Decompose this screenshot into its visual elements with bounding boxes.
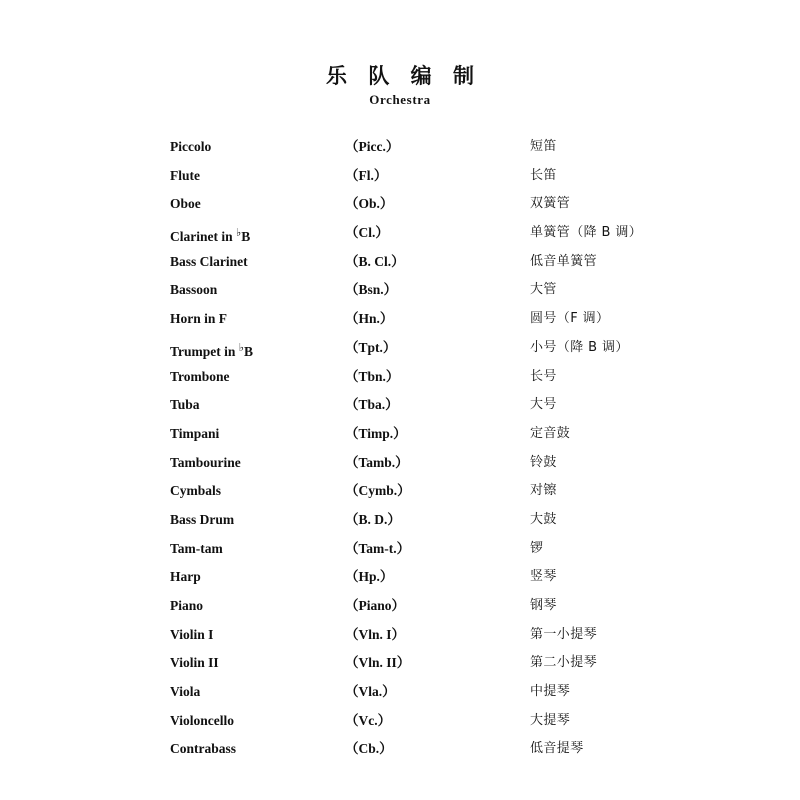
instrument-name-chinese: 铃鼓 — [530, 454, 557, 470]
instrument-abbreviation: （Hp.） — [345, 569, 394, 585]
instrument-name: Violin II — [170, 655, 219, 671]
instrument-name: Piano — [170, 598, 204, 613]
instrument-name: Bass Clarinet — [170, 253, 248, 269]
instrument-list — [0, 138, 800, 769]
instrument-row — [0, 511, 800, 540]
instrument-name-chinese: 大提琴 — [530, 712, 571, 728]
instrument-name-chinese: 长号 — [530, 368, 557, 384]
instrument-abbreviation: （Bsn.） — [345, 282, 398, 298]
instrument-row — [0, 281, 800, 310]
instrument-abbreviation: （Cymb.） — [345, 483, 411, 499]
instrument-abbreviation: （Vln. I） — [345, 626, 406, 642]
page-title-english: Orchestra — [369, 92, 431, 108]
instrument-row — [0, 224, 800, 253]
instrument-name-chinese: 对镲 — [530, 483, 557, 499]
instrument-key-letter: B — [241, 229, 251, 245]
instrument-row — [0, 712, 800, 741]
instrument-abbreviation: （Picc.） — [345, 139, 400, 154]
instrument-row — [0, 482, 800, 511]
instrument-abbreviation: （Tamb.） — [345, 454, 409, 470]
instrument-abbreviation: （Cb.） — [345, 741, 393, 757]
instrument-name: Harp — [170, 569, 201, 585]
instrument-abbreviation: （Vln. II） — [345, 655, 411, 671]
instrument-name-chinese: 小号（降 B 调） — [530, 339, 629, 355]
instrument-name-chinese: 低音单簧管 — [530, 253, 598, 269]
instrument-row — [0, 396, 800, 425]
instrument-name-chinese: 第一小提琴 — [530, 626, 598, 642]
document-title-block — [0, 64, 800, 108]
instrument-abbreviation: （Timp.） — [345, 425, 407, 441]
instrument-name: Violin I — [170, 626, 214, 642]
instrument-name-chinese: 中提琴 — [530, 684, 571, 700]
flat-sign-icon: ♭ — [236, 227, 242, 240]
instrument-name-chinese: 双簧管 — [530, 196, 571, 212]
instrument-abbreviation: （Ob.） — [345, 196, 394, 212]
instrument-name: Cymbals — [170, 483, 222, 499]
instrument-row — [0, 654, 800, 683]
instrument-abbreviation: （Piano） — [345, 598, 406, 613]
instrument-name-chinese: 圆号（F 调） — [530, 311, 610, 327]
instrument-name-chinese: 钢琴 — [530, 598, 557, 613]
instrument-row — [0, 540, 800, 569]
instrument-name: Contrabass — [170, 741, 237, 757]
instrument-abbreviation: （B. Cl.） — [345, 253, 405, 269]
instrument-row — [0, 597, 800, 626]
instrument-name: Bassoon — [170, 282, 218, 298]
instrument-name: Flute — [170, 167, 200, 183]
instrument-row — [0, 167, 800, 196]
instrument-key-letter: B — [243, 343, 253, 359]
instrument-name: Violoncello — [170, 712, 234, 728]
instrument-name-chinese: 低音提琴 — [530, 741, 584, 757]
instrument-name: Tam-tam — [170, 540, 223, 556]
instrument-name — [170, 224, 250, 246]
instrument-row — [0, 253, 800, 282]
instrument-name-text: Trumpet in — [170, 343, 239, 359]
instrument-abbreviation: （Fl.） — [345, 167, 388, 183]
instrument-abbreviation: （Tpt.） — [345, 339, 397, 355]
instrument-name: Timpani — [170, 425, 220, 441]
instrument-row — [0, 368, 800, 397]
instrument-name-chinese: 第二小提琴 — [530, 655, 598, 671]
instrument-name: Piccolo — [170, 139, 212, 154]
instrument-abbreviation: （Vc.） — [345, 712, 392, 728]
instrument-row — [0, 195, 800, 224]
instrument-name-chinese: 大鼓 — [530, 511, 557, 527]
instrument-name: Horn in F — [170, 311, 228, 327]
flat-sign-icon: ♭ — [238, 341, 244, 354]
instrument-abbreviation: （Tam-t.） — [345, 540, 411, 556]
instrument-row — [0, 683, 800, 712]
instrument-abbreviation: （Hn.） — [345, 311, 394, 327]
instrument-row — [0, 310, 800, 339]
instrument-name-chinese: 大号 — [530, 397, 557, 413]
instrument-name-chinese: 短笛 — [530, 139, 557, 154]
instrument-abbreviation: （B. D.） — [345, 511, 401, 527]
instrument-name-chinese: 竖琴 — [530, 569, 557, 585]
instrument-abbreviation: （Tba.） — [345, 397, 399, 413]
instrument-name: Tambourine — [170, 454, 241, 470]
instrument-name: Viola — [170, 684, 201, 700]
instrument-name-chinese: 大管 — [530, 282, 557, 298]
instrument-name-chinese: 定音鼓 — [530, 425, 571, 441]
instrument-name: Bass Drum — [170, 511, 235, 527]
instrument-name-text: Clarinet in — [170, 229, 236, 245]
instrument-name — [170, 339, 253, 361]
instrument-name: Trombone — [170, 368, 230, 384]
instrument-row — [0, 425, 800, 454]
instrument-name-chinese: 锣 — [530, 540, 544, 556]
instrument-name-chinese: 单簧管（降 B 调） — [530, 225, 643, 241]
instrument-row — [0, 740, 800, 769]
instrument-name-chinese: 长笛 — [530, 167, 557, 183]
instrument-name: Oboe — [170, 196, 201, 212]
instrument-row — [0, 138, 800, 167]
instrument-row — [0, 454, 800, 483]
instrument-abbreviation: （Cl.） — [345, 225, 389, 241]
page-title-chinese: 乐 队 编 制 — [326, 64, 481, 88]
instrument-row — [0, 626, 800, 655]
instrument-abbreviation: （Tbn.） — [345, 368, 400, 384]
instrument-row — [0, 339, 800, 368]
instrument-abbreviation: （Vla.） — [345, 684, 396, 700]
instrument-name: Tuba — [170, 397, 200, 413]
instrument-row — [0, 568, 800, 597]
